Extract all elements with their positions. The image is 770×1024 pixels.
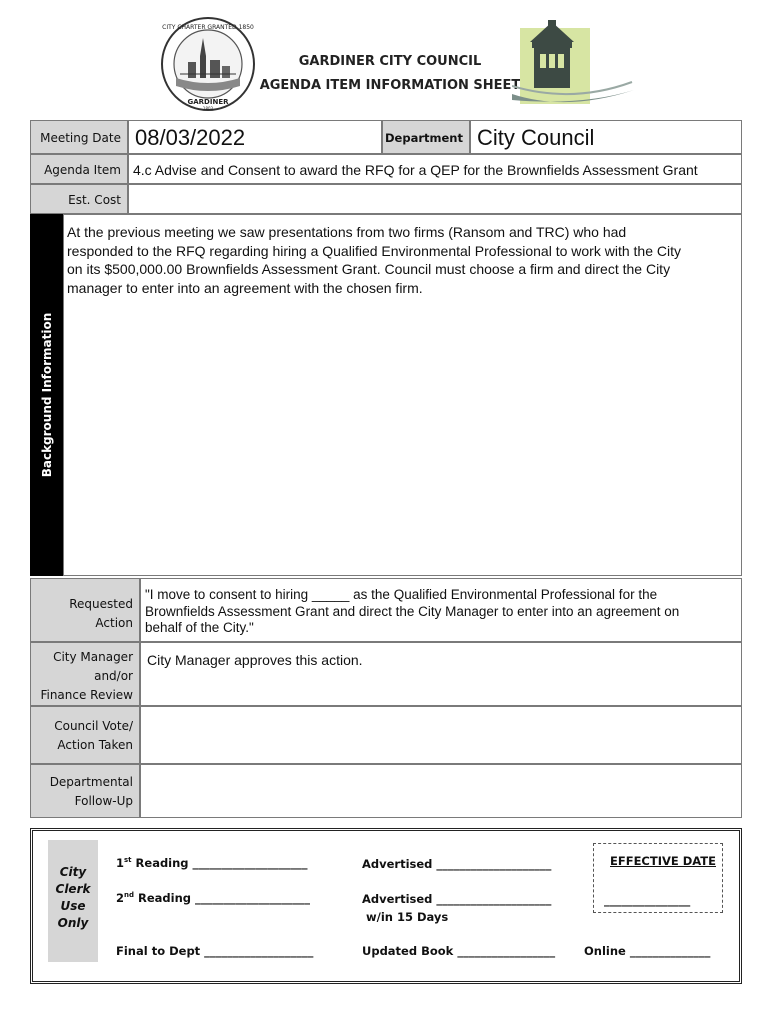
city-manager-review-label xyxy=(30,642,140,706)
requested-action-label-line: Action xyxy=(95,616,133,630)
city-manager-label-line: and/or xyxy=(94,669,133,683)
meeting-date-label: Meeting Date xyxy=(30,120,128,154)
meeting-date-value[interactable]: 08/03/2022 xyxy=(128,120,382,154)
requested-action-label xyxy=(30,578,140,642)
clerk-line: Use xyxy=(60,899,86,913)
final-to-dept-field[interactable]: Final to Dept ___________________ xyxy=(116,944,314,958)
within-15-days-label: w/in 15 Days xyxy=(366,910,449,924)
department-value[interactable]: City Council xyxy=(470,120,742,154)
city-manager-label-line: Finance Review xyxy=(40,688,133,702)
background-information-box[interactable] xyxy=(63,214,742,576)
second-reading-sup: nd xyxy=(124,891,135,900)
title-line-2: AGENDA ITEM INFORMATION SHEET xyxy=(259,78,521,93)
clerk-line: Clerk xyxy=(55,882,91,896)
department-label: Department xyxy=(382,120,470,154)
dept-followup-label-line: Follow-Up xyxy=(74,794,133,808)
first-reading-sup: st xyxy=(124,856,132,865)
background-line: manager to enter into an agreement with the chosen firm. xyxy=(67,279,423,296)
est-cost-label: Est. Cost xyxy=(30,184,128,214)
sheet-title xyxy=(250,50,530,98)
requested-action-line: behalf of the City." xyxy=(145,620,254,635)
effective-date-label: EFFECTIVE DATE xyxy=(610,854,716,868)
first-reading-num: 1 xyxy=(116,856,125,870)
advertised-field-1[interactable]: Advertised ____________________ xyxy=(362,857,552,871)
seal-year-text: 1803 xyxy=(202,106,214,111)
requested-action-line: Brownfields Assessment Grant and direct the City Manager to enter into an agreement on xyxy=(145,603,680,619)
requested-action-line: "I move to consent to hiring _____ as the Qualified Environmental Professional for the xyxy=(145,587,658,602)
seal-bottom-text: GARDINER xyxy=(187,98,229,106)
clerk-line: Only xyxy=(57,916,89,930)
dept-followup-label-line: Departmental xyxy=(49,775,133,789)
council-vote-value[interactable] xyxy=(140,706,742,764)
updated-book-field[interactable]: Updated Book _________________ xyxy=(362,944,556,958)
council-vote-label xyxy=(30,706,140,764)
city-manager-review-value[interactable]: City Manager approves this action. xyxy=(140,642,742,706)
seal-top-text: CITY CHARTER GRANTED 1850 xyxy=(162,24,254,31)
dept-followup-value[interactable] xyxy=(140,764,742,818)
first-reading-field[interactable] xyxy=(116,856,308,870)
background-line: on its $500,000.00 Brownfields Assessment Grant. Council must choose a firm and direct the City xyxy=(67,261,671,277)
background-line: responded to the RFQ regarding hiring a Qualified Environmental Professional to work with the City xyxy=(67,242,681,259)
requested-action-box[interactable] xyxy=(140,578,742,642)
title-line-1: GARDINER CITY COUNCIL xyxy=(298,54,482,69)
second-reading-text: Reading ____________________ xyxy=(134,891,311,905)
agenda-item-label: Agenda Item xyxy=(30,154,128,184)
agenda-item-value[interactable]: 4.c Advise and Consent to award the RFQ for a QEP for the Brownfields Assessment Grant xyxy=(128,154,742,184)
requested-action-label-line: Requested xyxy=(69,597,133,611)
second-reading-num: 2 xyxy=(116,891,125,905)
city-seal-logo xyxy=(160,16,256,112)
gazebo-logo xyxy=(512,20,637,112)
background-line: At the previous meeting we saw presentations from two firms (Ransom and TRC) who had xyxy=(67,224,627,240)
council-vote-label-line: Council Vote/ xyxy=(54,719,133,733)
background-information-label: Background Information xyxy=(39,312,54,478)
city-manager-label-line: City Manager xyxy=(53,650,133,664)
second-reading-field[interactable] xyxy=(116,891,310,905)
council-vote-label-line: Action Taken xyxy=(57,738,133,752)
online-field[interactable]: Online ______________ xyxy=(584,944,711,958)
clerk-line: City xyxy=(59,865,87,879)
city-clerk-use-only xyxy=(48,840,98,962)
effective-date-line[interactable]: _______________ xyxy=(604,893,691,907)
background-information-strip xyxy=(30,214,63,576)
first-reading-text: Reading ____________________ xyxy=(131,856,308,870)
background-text xyxy=(67,223,681,297)
dept-followup-label xyxy=(30,764,140,818)
est-cost-value[interactable] xyxy=(128,184,742,214)
requested-action-text xyxy=(145,587,679,637)
advertised-field-2[interactable]: Advertised ____________________ xyxy=(362,892,552,906)
